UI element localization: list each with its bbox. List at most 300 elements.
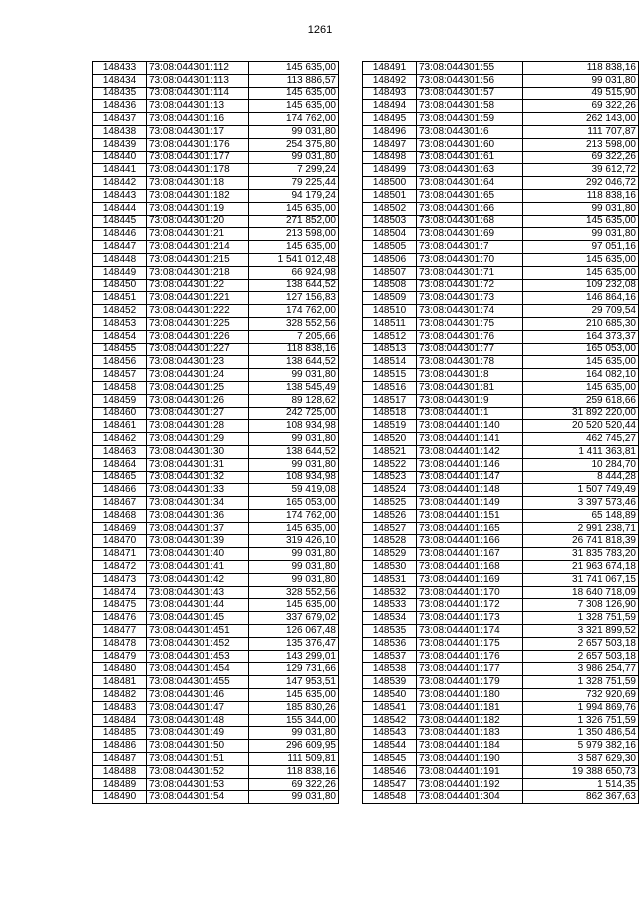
- value-amount: 145 635,00: [249, 202, 339, 215]
- table-row: [363, 151, 639, 164]
- row-number: 148433: [93, 62, 147, 75]
- cadastral-number: 73:08:044401:142: [417, 445, 523, 458]
- cadastral-number: 73:08:044401:140: [417, 420, 523, 433]
- value-amount: 109 232,08: [523, 279, 639, 292]
- cadastral-number: 73:08:044301:16: [147, 113, 249, 126]
- row-number: 148526: [363, 509, 417, 522]
- table-row: [93, 292, 339, 305]
- row-number: 148540: [363, 689, 417, 702]
- table-row: [363, 202, 639, 215]
- table-row: [93, 113, 339, 126]
- row-number: 148509: [363, 292, 417, 305]
- row-number: 148476: [93, 612, 147, 625]
- value-amount: 49 515,90: [523, 87, 639, 100]
- table-row: [93, 791, 339, 804]
- table-row: [93, 484, 339, 497]
- value-amount: 99 031,80: [249, 561, 339, 574]
- cadastral-number: 73:08:044401:180: [417, 689, 523, 702]
- value-amount: 1 411 363,81: [523, 445, 639, 458]
- table-row: [93, 714, 339, 727]
- row-number: 148513: [363, 343, 417, 356]
- cadastral-number: 73:08:044301:50: [147, 740, 249, 753]
- table-row: [363, 573, 639, 586]
- cadastral-number: 73:08:044301:112: [147, 62, 249, 75]
- value-amount: 8 444,28: [523, 471, 639, 484]
- table-row: [93, 535, 339, 548]
- row-number: 148485: [93, 727, 147, 740]
- value-amount: 292 046,72: [523, 177, 639, 190]
- row-number: 148470: [93, 535, 147, 548]
- cadastral-number: 73:08:044301:214: [147, 241, 249, 254]
- value-amount: 165 053,00: [249, 497, 339, 510]
- cadastral-number: 73:08:044401:146: [417, 458, 523, 471]
- value-amount: 99 031,80: [523, 74, 639, 87]
- value-amount: 174 762,00: [249, 113, 339, 126]
- table-row: [363, 369, 639, 382]
- table-row: [93, 317, 339, 330]
- value-amount: 337 679,02: [249, 612, 339, 625]
- value-amount: 145 635,00: [523, 266, 639, 279]
- table-row: [363, 548, 639, 561]
- table-row: [363, 689, 639, 702]
- table-row: [93, 330, 339, 343]
- row-number: 148442: [93, 177, 147, 190]
- table-row: [363, 266, 639, 279]
- value-amount: 7 299,24: [249, 164, 339, 177]
- cadastral-number: 73:08:044401:176: [417, 650, 523, 663]
- cadastral-number: 73:08:044301:78: [417, 356, 523, 369]
- table-row: [93, 164, 339, 177]
- row-number: 148447: [93, 241, 147, 254]
- table-row: [363, 433, 639, 446]
- cadastral-number: 73:08:044401:168: [417, 561, 523, 574]
- row-number: 148548: [363, 791, 417, 804]
- cadastral-number: 73:08:044301:40: [147, 548, 249, 561]
- row-number: 148475: [93, 599, 147, 612]
- table-row: [363, 381, 639, 394]
- row-number: 148474: [93, 586, 147, 599]
- value-amount: 7 205,66: [249, 330, 339, 343]
- table-row: [93, 637, 339, 650]
- cadastral-number: 73:08:044301:218: [147, 266, 249, 279]
- value-amount: 10 284,70: [523, 458, 639, 471]
- cadastral-number: 73:08:044401:167: [417, 548, 523, 561]
- value-amount: 26 741 818,39: [523, 535, 639, 548]
- table-row: [363, 317, 639, 330]
- value-amount: 31 892 220,00: [523, 407, 639, 420]
- row-number: 148541: [363, 701, 417, 714]
- cadastral-number: 73:08:044301:177: [147, 151, 249, 164]
- value-amount: 31 835 783,20: [523, 548, 639, 561]
- cadastral-number: 73:08:044401:170: [417, 586, 523, 599]
- row-number: 148525: [363, 497, 417, 510]
- cadastral-number: 73:08:044301:215: [147, 253, 249, 266]
- row-number: 148468: [93, 509, 147, 522]
- table-row: [363, 637, 639, 650]
- table-row: [93, 612, 339, 625]
- value-amount: 59 419,08: [249, 484, 339, 497]
- value-amount: 138 545,49: [249, 381, 339, 394]
- value-amount: 118 838,16: [249, 765, 339, 778]
- row-number: 148449: [93, 266, 147, 279]
- table-row: [363, 305, 639, 318]
- table-row: [363, 676, 639, 689]
- value-amount: 20 520 520,44: [523, 420, 639, 433]
- value-amount: 65 148,89: [523, 509, 639, 522]
- row-number: 148459: [93, 394, 147, 407]
- value-amount: 79 225,44: [249, 177, 339, 190]
- cadastral-number: 73:08:044301:454: [147, 663, 249, 676]
- row-number: 148517: [363, 394, 417, 407]
- row-number: 148491: [363, 62, 417, 75]
- cadastral-number: 73:08:044301:47: [147, 701, 249, 714]
- row-number: 148486: [93, 740, 147, 753]
- value-amount: 1 507 749,49: [523, 484, 639, 497]
- cadastral-number: 73:08:044301:55: [417, 62, 523, 75]
- value-amount: 5 979 382,16: [523, 740, 639, 753]
- row-number: 148434: [93, 74, 147, 87]
- value-amount: 145 635,00: [249, 522, 339, 535]
- cadastral-number: 73:08:044401:165: [417, 522, 523, 535]
- row-number: 148496: [363, 125, 417, 138]
- table-row: [363, 228, 639, 241]
- row-number: 148519: [363, 420, 417, 433]
- row-number: 148533: [363, 599, 417, 612]
- row-number: 148543: [363, 727, 417, 740]
- value-amount: 3 986 254,77: [523, 663, 639, 676]
- row-number: 148440: [93, 151, 147, 164]
- table-row: [93, 100, 339, 113]
- table-row: [93, 458, 339, 471]
- value-amount: 97 051,16: [523, 241, 639, 254]
- row-number: 148546: [363, 765, 417, 778]
- table-row: [363, 458, 639, 471]
- value-amount: 147 953,51: [249, 676, 339, 689]
- table-row: [363, 292, 639, 305]
- row-number: 148501: [363, 189, 417, 202]
- cadastral-number: 73:08:044301:58: [417, 100, 523, 113]
- table-row: [363, 241, 639, 254]
- value-amount: 99 031,80: [249, 727, 339, 740]
- table-row: [93, 727, 339, 740]
- row-number: 148536: [363, 637, 417, 650]
- table-row: [93, 241, 339, 254]
- cadastral-number: 73:08:044301:36: [147, 509, 249, 522]
- table-row: [363, 74, 639, 87]
- value-amount: 126 067,48: [249, 625, 339, 638]
- row-number: 148436: [93, 100, 147, 113]
- row-number: 148542: [363, 714, 417, 727]
- cadastral-number: 73:08:044301:114: [147, 87, 249, 100]
- value-amount: 99 031,80: [523, 202, 639, 215]
- cadastral-number: 73:08:044401:1: [417, 407, 523, 420]
- row-number: 148452: [93, 305, 147, 318]
- cadastral-number: 73:08:044301:182: [147, 189, 249, 202]
- row-number: 148469: [93, 522, 147, 535]
- cadastral-number: 73:08:044301:61: [417, 151, 523, 164]
- cadastral-number: 73:08:044301:48: [147, 714, 249, 727]
- table-row: [363, 612, 639, 625]
- table-row: [363, 791, 639, 804]
- table-row: [93, 62, 339, 75]
- page-number: 1261: [307, 24, 333, 36]
- value-amount: 118 838,16: [249, 343, 339, 356]
- cadastral-number: 73:08:044301:19: [147, 202, 249, 215]
- row-number: 148464: [93, 458, 147, 471]
- row-number: 148529: [363, 548, 417, 561]
- cadastral-number: 73:08:044301:7: [417, 241, 523, 254]
- cadastral-number: 73:08:044301:452: [147, 637, 249, 650]
- cadastral-number: 73:08:044401:166: [417, 535, 523, 548]
- value-amount: 164 373,37: [523, 330, 639, 343]
- table-row: [93, 394, 339, 407]
- table-row: [363, 215, 639, 228]
- table-row: [93, 202, 339, 215]
- right-table-body: [363, 62, 639, 804]
- row-number: 148499: [363, 164, 417, 177]
- cadastral-number: 73:08:044301:59: [417, 113, 523, 126]
- table-row: [363, 330, 639, 343]
- table-row: [363, 407, 639, 420]
- row-number: 148439: [93, 138, 147, 151]
- row-number: 148481: [93, 676, 147, 689]
- table-row: [363, 420, 639, 433]
- value-amount: 1 350 486,54: [523, 727, 639, 740]
- cadastral-number: 73:08:044301:221: [147, 292, 249, 305]
- row-number: 148531: [363, 573, 417, 586]
- value-amount: 99 031,80: [249, 433, 339, 446]
- cadastral-number: 73:08:044401:151: [417, 509, 523, 522]
- value-amount: 210 685,30: [523, 317, 639, 330]
- table-row: [363, 125, 639, 138]
- cadastral-number: 73:08:044301:222: [147, 305, 249, 318]
- row-number: 148492: [363, 74, 417, 87]
- value-amount: 259 618,66: [523, 394, 639, 407]
- row-number: 148530: [363, 561, 417, 574]
- value-amount: 145 635,00: [249, 87, 339, 100]
- row-number: 148454: [93, 330, 147, 343]
- cadastral-number: 73:08:044401:183: [417, 727, 523, 740]
- cadastral-number: 73:08:044301:9: [417, 394, 523, 407]
- row-number: 148480: [93, 663, 147, 676]
- cadastral-number: 73:08:044301:75: [417, 317, 523, 330]
- cadastral-number: 73:08:044301:453: [147, 650, 249, 663]
- value-amount: 99 031,80: [249, 369, 339, 382]
- row-number: 148456: [93, 356, 147, 369]
- table-row: [93, 740, 339, 753]
- cadastral-number: 73:08:044301:43: [147, 586, 249, 599]
- table-row: [363, 522, 639, 535]
- cadastral-number: 73:08:044301:176: [147, 138, 249, 151]
- value-amount: 1 514,35: [523, 778, 639, 791]
- value-amount: 271 852,00: [249, 215, 339, 228]
- value-amount: 129 731,66: [249, 663, 339, 676]
- row-number: 148494: [363, 100, 417, 113]
- row-number: 148487: [93, 753, 147, 766]
- table-row: [363, 394, 639, 407]
- row-number: 148477: [93, 625, 147, 638]
- row-number: 148453: [93, 317, 147, 330]
- cadastral-number: 73:08:044301:226: [147, 330, 249, 343]
- row-number: 148444: [93, 202, 147, 215]
- value-amount: 2 657 503,18: [523, 637, 639, 650]
- value-amount: 145 635,00: [249, 241, 339, 254]
- row-number: 148478: [93, 637, 147, 650]
- cadastral-number: 73:08:044401:182: [417, 714, 523, 727]
- cadastral-number: 73:08:044301:26: [147, 394, 249, 407]
- cadastral-number: 73:08:044301:24: [147, 369, 249, 382]
- row-number: 148521: [363, 445, 417, 458]
- row-number: 148445: [93, 215, 147, 228]
- table-row: [93, 433, 339, 446]
- table-row: [363, 62, 639, 75]
- cadastral-number: 73:08:044301:23: [147, 356, 249, 369]
- table-row: [363, 189, 639, 202]
- value-amount: 1 994 869,76: [523, 701, 639, 714]
- row-number: 148508: [363, 279, 417, 292]
- value-amount: 89 128,62: [249, 394, 339, 407]
- row-number: 148532: [363, 586, 417, 599]
- cadastral-number: 73:08:044401:173: [417, 612, 523, 625]
- cadastral-number: 73:08:044401:191: [417, 765, 523, 778]
- row-number: 148466: [93, 484, 147, 497]
- value-amount: 7 308 126,90: [523, 599, 639, 612]
- table-row: [363, 343, 639, 356]
- cadastral-number: 73:08:044301:29: [147, 433, 249, 446]
- cadastral-number: 73:08:044301:225: [147, 317, 249, 330]
- cadastral-number: 73:08:044301:49: [147, 727, 249, 740]
- table-row: [93, 279, 339, 292]
- value-amount: 108 934,98: [249, 471, 339, 484]
- value-amount: 31 741 067,15: [523, 573, 639, 586]
- row-number: 148534: [363, 612, 417, 625]
- table-row: [93, 215, 339, 228]
- row-number: 148506: [363, 253, 417, 266]
- table-row: [363, 471, 639, 484]
- table-row: [93, 445, 339, 458]
- table-row: [363, 253, 639, 266]
- cadastral-number: 73:08:044301:51: [147, 753, 249, 766]
- table-row: [363, 87, 639, 100]
- row-number: 148438: [93, 125, 147, 138]
- value-amount: 69 322,26: [523, 151, 639, 164]
- cadastral-number: 73:08:044401:181: [417, 701, 523, 714]
- value-amount: 111 509,81: [249, 753, 339, 766]
- cadastral-number: 73:08:044301:22: [147, 279, 249, 292]
- row-number: 148512: [363, 330, 417, 343]
- row-number: 148484: [93, 714, 147, 727]
- table-row: [363, 100, 639, 113]
- value-amount: 99 031,80: [249, 573, 339, 586]
- table-row: [93, 778, 339, 791]
- table-row: [93, 522, 339, 535]
- row-number: 148458: [93, 381, 147, 394]
- table-row: [363, 535, 639, 548]
- value-amount: 145 635,00: [249, 100, 339, 113]
- row-number: 148473: [93, 573, 147, 586]
- cadastral-number: 73:08:044301:56: [417, 74, 523, 87]
- table-row: [93, 689, 339, 702]
- row-number: 148489: [93, 778, 147, 791]
- cadastral-number: 73:08:044301:21: [147, 228, 249, 241]
- table-row: [363, 727, 639, 740]
- table-row: [363, 164, 639, 177]
- cadastral-number: 73:08:044301:52: [147, 765, 249, 778]
- row-number: 148435: [93, 87, 147, 100]
- cadastral-number: 73:08:044401:147: [417, 471, 523, 484]
- value-amount: 328 552,56: [249, 586, 339, 599]
- cadastral-number: 73:08:044401:179: [417, 676, 523, 689]
- row-number: 148535: [363, 625, 417, 638]
- row-number: 148522: [363, 458, 417, 471]
- table-row: [363, 778, 639, 791]
- table-row: [93, 305, 339, 318]
- value-amount: 99 031,80: [249, 125, 339, 138]
- row-number: 148471: [93, 548, 147, 561]
- table-row: [363, 701, 639, 714]
- row-number: 148446: [93, 228, 147, 241]
- cadastral-number: 73:08:044401:177: [417, 663, 523, 676]
- cadastral-number: 73:08:044301:76: [417, 330, 523, 343]
- row-number: 148503: [363, 215, 417, 228]
- table-row: [363, 279, 639, 292]
- value-amount: 462 745,27: [523, 433, 639, 446]
- row-number: 148518: [363, 407, 417, 420]
- value-amount: 213 598,00: [249, 228, 339, 241]
- cadastral-number: 73:08:044301:68: [417, 215, 523, 228]
- table-row: [93, 599, 339, 612]
- value-amount: 319 426,10: [249, 535, 339, 548]
- row-number: 148510: [363, 305, 417, 318]
- row-number: 148520: [363, 433, 417, 446]
- row-number: 148467: [93, 497, 147, 510]
- value-amount: 328 552,56: [249, 317, 339, 330]
- row-number: 148528: [363, 535, 417, 548]
- table-row: [363, 663, 639, 676]
- value-amount: 146 864,16: [523, 292, 639, 305]
- row-number: 148441: [93, 164, 147, 177]
- value-amount: 145 635,00: [523, 253, 639, 266]
- cadastral-number: 73:08:044301:25: [147, 381, 249, 394]
- table-row: [363, 650, 639, 663]
- value-amount: 145 635,00: [249, 62, 339, 75]
- row-number: 148500: [363, 177, 417, 190]
- table-row: [93, 74, 339, 87]
- row-number: 148461: [93, 420, 147, 433]
- cadastral-number: 73:08:044301:74: [417, 305, 523, 318]
- table-row: [93, 356, 339, 369]
- cadastral-number: 73:08:044401:169: [417, 573, 523, 586]
- table-row: [363, 599, 639, 612]
- table-row: [363, 445, 639, 458]
- table-row: [363, 138, 639, 151]
- value-amount: 145 635,00: [523, 356, 639, 369]
- cadastral-number: 73:08:044401:192: [417, 778, 523, 791]
- cadastral-number: 73:08:044301:65: [417, 189, 523, 202]
- row-number: 148443: [93, 189, 147, 202]
- cadastral-number: 73:08:044301:60: [417, 138, 523, 151]
- table-row: [93, 228, 339, 241]
- cadastral-number: 73:08:044301:45: [147, 612, 249, 625]
- value-amount: 94 179,24: [249, 189, 339, 202]
- cadastral-number: 73:08:044301:66: [417, 202, 523, 215]
- cadastral-number: 73:08:044301:46: [147, 689, 249, 702]
- row-number: 148451: [93, 292, 147, 305]
- row-number: 148462: [93, 433, 147, 446]
- cadastral-number: 73:08:044401:184: [417, 740, 523, 753]
- value-amount: 138 644,52: [249, 356, 339, 369]
- table-row: [93, 663, 339, 676]
